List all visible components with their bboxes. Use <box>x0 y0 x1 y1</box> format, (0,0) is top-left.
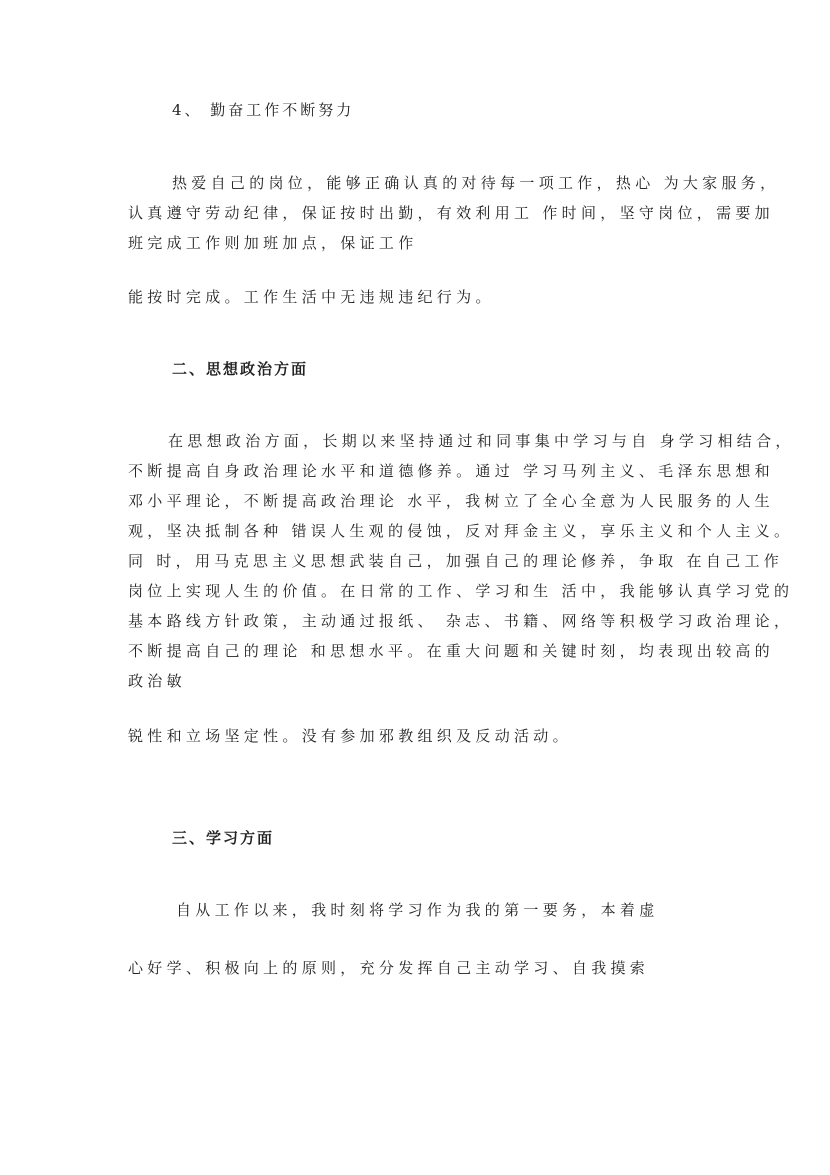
paragraph-line: 不断提高自己的理论 和思想水平。在重大问题和关键时刻，均表现出较高的 <box>128 642 774 660</box>
section-heading: 二、思想政治方面 <box>172 360 309 378</box>
paragraph-line: 在思想政治方面，长期以来坚持通过和同事集中学习与自 身学习相结合， <box>168 432 795 450</box>
section-heading: 4、 勤奋工作不断努力 <box>172 101 355 119</box>
paragraph-line: 政治敏 <box>128 672 186 690</box>
paragraph-line: 基本路线方针政策，主动通过报纸、 杂志、书籍、网络等积极学习政治理论， <box>128 612 794 630</box>
paragraph-line: 不断提高自身政治理论水平和道德修养。通过 学习马列主义、毛泽东思想和 <box>128 462 774 480</box>
paragraph-line: 邓小平理论，不断提高政治理论 水平，我树立了全心全意为人民服务的人生 <box>128 492 774 510</box>
paragraph-line: 班完成工作则加班加点，保证工作 <box>128 234 418 252</box>
paragraph-line: 锐性和立场坚定性。没有参加邪教组织及反动活动。 <box>128 727 572 745</box>
paragraph-line: 认真遵守劳动纪律，保证按时出勤，有效利用工 作时间，坚守岗位，需要加 <box>128 204 774 222</box>
paragraph-line: 心好学、积极向上的原则，充分发挥自己主动学习、自我摸索 <box>128 959 650 977</box>
paragraph-line: 热爱自己的岗位，能够正确认真的对待每一项工作，热心 为大家服务， <box>172 174 780 192</box>
paragraph-line: 自从工作以来，我时刻将学习作为我的第一要务，本着虚 <box>176 901 659 919</box>
section-heading: 三、学习方面 <box>172 829 275 847</box>
paragraph-line: 岗位上实现人生的价值。在日常的工作、学习和生 活中，我能够认真学习党的 <box>128 582 794 600</box>
paragraph-line: 观，坚决抵制各种 错误人生观的侵蚀，反对拜金主义，享乐主义和个人主义。 <box>128 522 794 540</box>
paragraph-line: 同 时，用马克思主义思想武装自己，加强自己的理论修养，争取 在自己工作 <box>128 552 784 570</box>
paragraph-line: 能按时完成。工作生活中无违规违纪行为。 <box>128 288 495 306</box>
